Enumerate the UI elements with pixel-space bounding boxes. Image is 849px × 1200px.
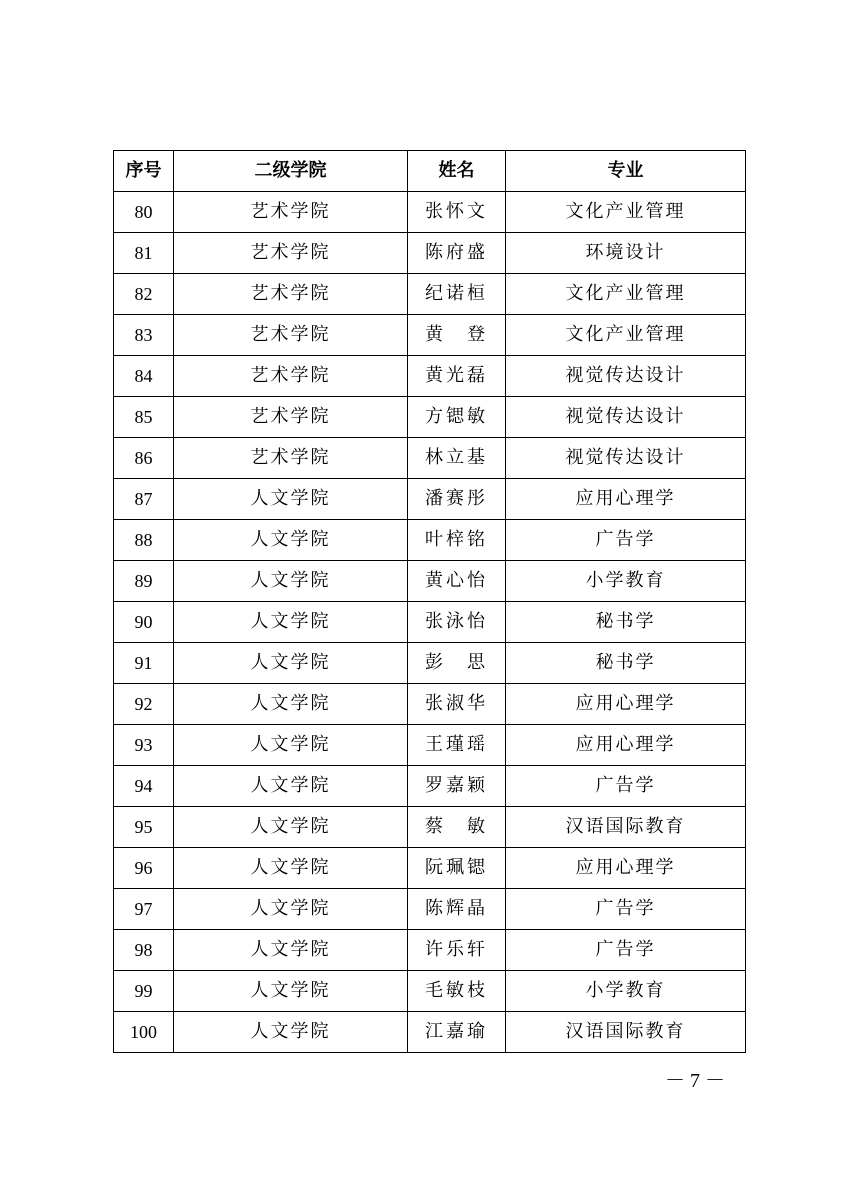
serial-number-cell: 98	[114, 930, 174, 971]
student-name-cell: 陈府盛	[408, 233, 506, 274]
student-name-cell: 张淑华	[408, 684, 506, 725]
student-name-cell: 黄心怡	[408, 561, 506, 602]
header-serial-number: 序号	[114, 151, 174, 192]
college-cell: 艺术学院	[174, 274, 408, 315]
major-cell: 秘书学	[506, 643, 746, 684]
student-name-cell: 陈辉晶	[408, 889, 506, 930]
table-row	[114, 971, 746, 1012]
college-cell: 人文学院	[174, 848, 408, 889]
serial-number-cell: 84	[114, 356, 174, 397]
student-name-cell: 王瑾瑶	[408, 725, 506, 766]
table-row	[114, 192, 746, 233]
student-name-cell: 阮珮锶	[408, 848, 506, 889]
major-cell: 视觉传达设计	[506, 356, 746, 397]
header-name: 姓名	[408, 151, 506, 192]
college-cell: 人文学院	[174, 766, 408, 807]
college-cell: 艺术学院	[174, 315, 408, 356]
serial-number-cell: 81	[114, 233, 174, 274]
student-name-cell: 黄 登	[408, 315, 506, 356]
table-row	[114, 848, 746, 889]
serial-number-cell: 95	[114, 807, 174, 848]
serial-number-cell: 83	[114, 315, 174, 356]
header-college: 二级学院	[174, 151, 408, 192]
student-name-cell: 彭 思	[408, 643, 506, 684]
major-cell: 文化产业管理	[506, 192, 746, 233]
college-cell: 人文学院	[174, 602, 408, 643]
college-cell: 人文学院	[174, 643, 408, 684]
student-name-cell: 潘赛彤	[408, 479, 506, 520]
student-name-cell: 毛敏枝	[408, 971, 506, 1012]
serial-number-cell: 92	[114, 684, 174, 725]
table-body	[114, 192, 746, 1053]
college-cell: 人文学院	[174, 520, 408, 561]
table-row	[114, 766, 746, 807]
table-row	[114, 643, 746, 684]
major-cell: 汉语国际教育	[506, 1012, 746, 1053]
major-cell: 广告学	[506, 889, 746, 930]
major-cell: 广告学	[506, 520, 746, 561]
serial-number-cell: 85	[114, 397, 174, 438]
serial-number-cell: 94	[114, 766, 174, 807]
table-row	[114, 684, 746, 725]
table-row	[114, 725, 746, 766]
table-header-row	[114, 151, 746, 192]
serial-number-cell: 86	[114, 438, 174, 479]
serial-number-cell: 82	[114, 274, 174, 315]
college-cell: 人文学院	[174, 684, 408, 725]
major-cell: 应用心理学	[506, 684, 746, 725]
major-cell: 广告学	[506, 930, 746, 971]
major-cell: 小学教育	[506, 561, 746, 602]
table-row	[114, 807, 746, 848]
major-cell: 视觉传达设计	[506, 438, 746, 479]
table-row	[114, 274, 746, 315]
student-name-cell: 江嘉瑜	[408, 1012, 506, 1053]
table-row	[114, 356, 746, 397]
student-name-cell: 纪诺桓	[408, 274, 506, 315]
student-name-cell: 林立基	[408, 438, 506, 479]
page-number: － 7 －	[665, 1070, 725, 1092]
serial-number-cell: 80	[114, 192, 174, 233]
major-cell: 广告学	[506, 766, 746, 807]
college-cell: 艺术学院	[174, 356, 408, 397]
table-row	[114, 438, 746, 479]
table-row	[114, 930, 746, 971]
major-cell: 秘书学	[506, 602, 746, 643]
serial-number-cell: 90	[114, 602, 174, 643]
table-row	[114, 479, 746, 520]
student-name-cell: 张怀文	[408, 192, 506, 233]
major-cell: 应用心理学	[506, 479, 746, 520]
college-cell: 人文学院	[174, 479, 408, 520]
college-cell: 人文学院	[174, 807, 408, 848]
major-cell: 文化产业管理	[506, 274, 746, 315]
table-row	[114, 233, 746, 274]
student-name-cell: 罗嘉颖	[408, 766, 506, 807]
header-major: 专业	[506, 151, 746, 192]
serial-number-cell: 93	[114, 725, 174, 766]
serial-number-cell: 89	[114, 561, 174, 602]
college-cell: 人文学院	[174, 889, 408, 930]
student-name-cell: 黄光磊	[408, 356, 506, 397]
major-cell: 环境设计	[506, 233, 746, 274]
college-cell: 人文学院	[174, 561, 408, 602]
serial-number-cell: 97	[114, 889, 174, 930]
table-row	[114, 889, 746, 930]
college-cell: 艺术学院	[174, 192, 408, 233]
major-cell: 视觉传达设计	[506, 397, 746, 438]
serial-number-cell: 91	[114, 643, 174, 684]
college-cell: 人文学院	[174, 1012, 408, 1053]
student-roster-table	[113, 150, 746, 1053]
college-cell: 人文学院	[174, 725, 408, 766]
serial-number-cell: 99	[114, 971, 174, 1012]
table-row	[114, 602, 746, 643]
table-row	[114, 561, 746, 602]
student-name-cell: 方锶敏	[408, 397, 506, 438]
major-cell: 文化产业管理	[506, 315, 746, 356]
table-row	[114, 315, 746, 356]
college-cell: 艺术学院	[174, 397, 408, 438]
college-cell: 艺术学院	[174, 233, 408, 274]
student-name-cell: 蔡 敏	[408, 807, 506, 848]
college-cell: 人文学院	[174, 971, 408, 1012]
major-cell: 应用心理学	[506, 848, 746, 889]
college-cell: 艺术学院	[174, 438, 408, 479]
serial-number-cell: 96	[114, 848, 174, 889]
table-row	[114, 520, 746, 561]
student-name-cell: 张泳怡	[408, 602, 506, 643]
student-name-cell: 叶梓铭	[408, 520, 506, 561]
student-name-cell: 许乐轩	[408, 930, 506, 971]
table-row	[114, 397, 746, 438]
serial-number-cell: 88	[114, 520, 174, 561]
major-cell: 应用心理学	[506, 725, 746, 766]
major-cell: 小学教育	[506, 971, 746, 1012]
major-cell: 汉语国际教育	[506, 807, 746, 848]
table-row	[114, 1012, 746, 1053]
serial-number-cell: 100	[114, 1012, 174, 1053]
college-cell: 人文学院	[174, 930, 408, 971]
serial-number-cell: 87	[114, 479, 174, 520]
